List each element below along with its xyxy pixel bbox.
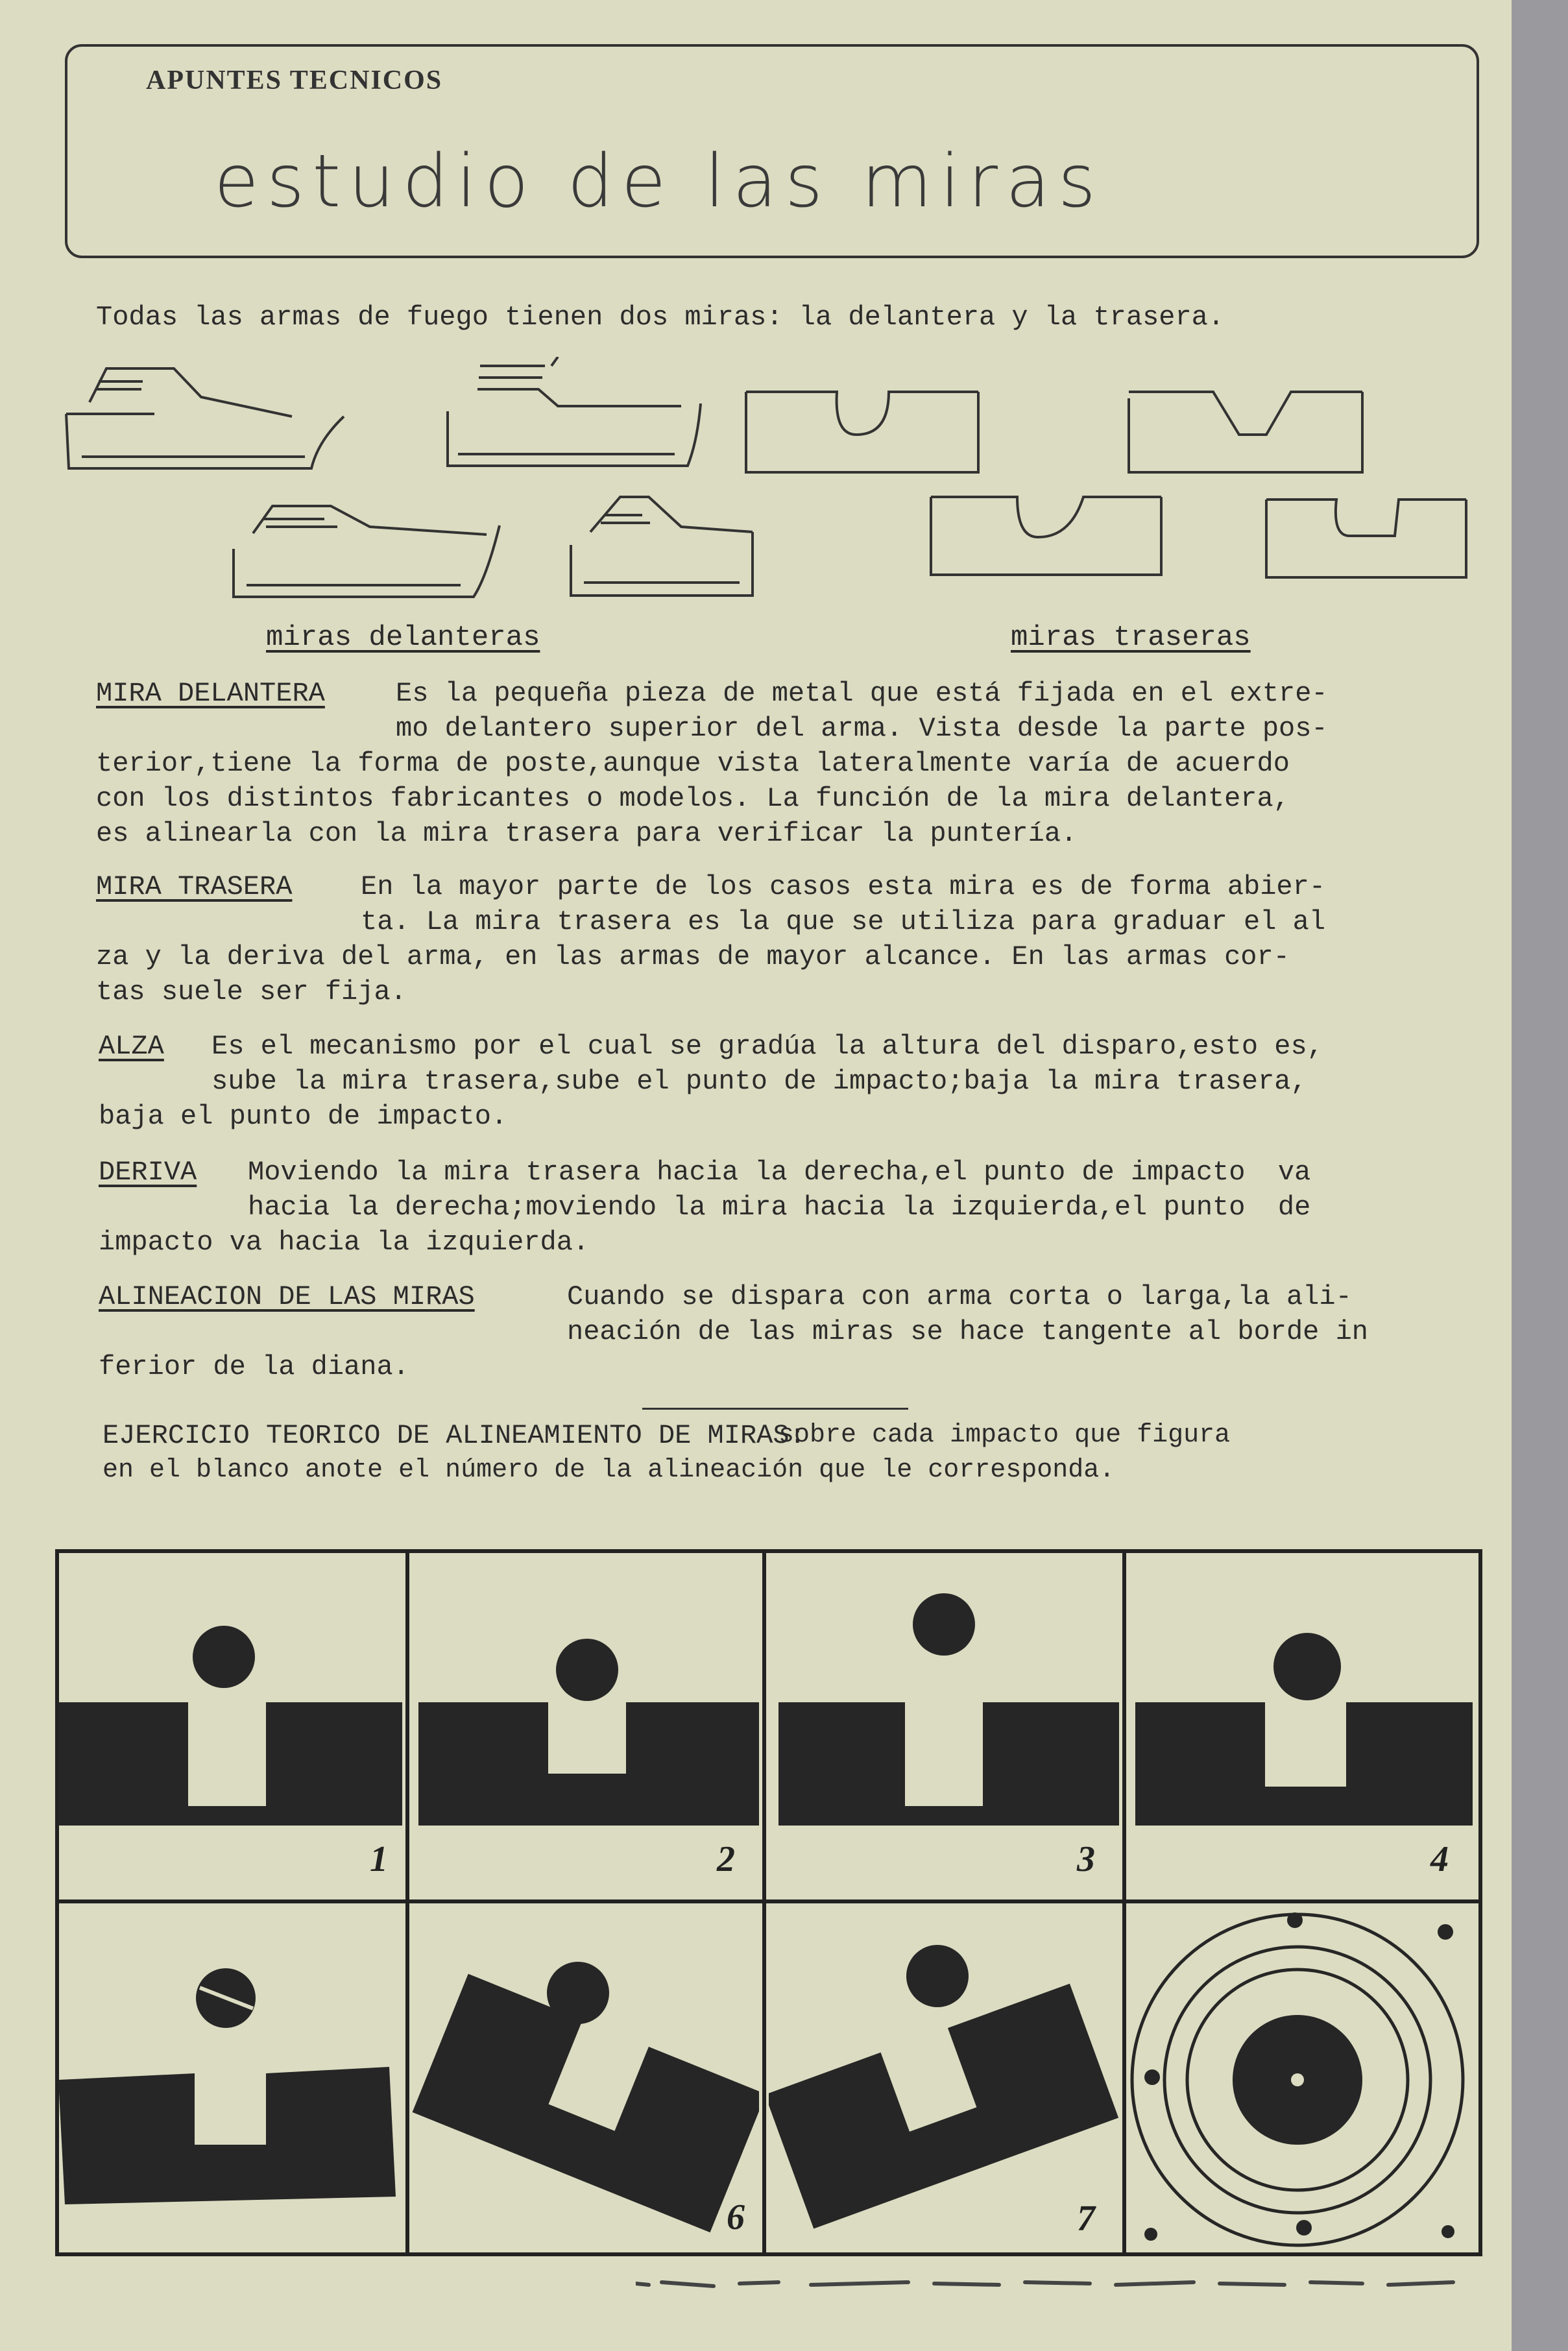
section-line: Moviendo la mira trasera hacia la derecha,el punto de impacto va bbox=[248, 1157, 1311, 1188]
rear-sight-1 bbox=[746, 392, 978, 472]
alignment-tile-2 bbox=[412, 1553, 759, 1897]
exercise-text: en el blanco anote el número de la alineación que le corresponda. bbox=[103, 1456, 1115, 1485]
section-heading: ALZA bbox=[99, 1031, 164, 1062]
tile-number: 2 bbox=[717, 1839, 735, 1879]
alignment-tile-1 bbox=[58, 1553, 402, 1897]
intro-text: Todas las armas de fuego tienen dos miras: la delantera y la trasera. bbox=[96, 302, 1225, 333]
caption-front-sights: miras delanteras bbox=[266, 621, 540, 654]
section-line: es alinearla con la mira trasera para verificar la puntería. bbox=[96, 818, 1078, 849]
smudge-mark bbox=[636, 2271, 1466, 2297]
section-line: sube la mira trasera,sube el punto de impacto;baja la mira trasera, bbox=[211, 1066, 1307, 1097]
grid-divider bbox=[1122, 1549, 1126, 2256]
grid-divider bbox=[405, 1549, 409, 2256]
exercise-text: sobre cada impacto que figura bbox=[778, 1421, 1231, 1450]
tile-number: 3 bbox=[1077, 1839, 1095, 1879]
exercise-heading: EJERCICIO TEORICO DE ALINEAMIENTO DE MIRAS: bbox=[103, 1420, 806, 1451]
section-line: baja el punto de impacto. bbox=[99, 1101, 508, 1132]
alignment-tile-4 bbox=[1129, 1553, 1479, 1897]
section-line: ta. La mira trasera es la que se utiliza para graduar el al bbox=[361, 906, 1326, 937]
tile-number: 7 bbox=[1077, 2199, 1095, 2239]
tile-number: 1 bbox=[370, 1839, 388, 1879]
grid-divider bbox=[55, 1899, 1482, 1903]
section-line: tas suele ser fija. bbox=[96, 976, 407, 1007]
section-line: za y la deriva del arma, en las armas de mayor alcance. En las armas cor- bbox=[96, 941, 1290, 972]
caption-rear-sights: miras traseras bbox=[1011, 621, 1251, 654]
section-label: APUNTES TECNICOS bbox=[146, 66, 443, 95]
section-line: Es la pequeña pieza de metal que está fijada en el extre- bbox=[396, 678, 1328, 709]
rear-sight-2 bbox=[1129, 392, 1362, 472]
alignment-tile-8-target bbox=[1129, 1905, 1479, 2252]
section-heading: MIRA DELANTERA bbox=[96, 678, 325, 709]
front-sight-1 bbox=[66, 368, 344, 468]
grid-divider bbox=[762, 1549, 766, 2256]
section-line: ferior de la diana. bbox=[99, 1351, 409, 1382]
rear-sight-4 bbox=[1266, 500, 1466, 577]
section-line: hacia la derecha;moviendo la mira hacia la izquierda,el punto de bbox=[248, 1192, 1311, 1223]
section-line: neación de las miras se hace tangente al borde in bbox=[567, 1316, 1369, 1347]
tile-number: 4 bbox=[1430, 1839, 1449, 1879]
divider bbox=[642, 1408, 908, 1410]
alignment-tile-7 bbox=[769, 1905, 1119, 2252]
section-heading: MIRA TRASERA bbox=[96, 871, 293, 902]
alignment-tile-3 bbox=[769, 1553, 1119, 1897]
section-line: mo delantero superior del arma. Vista desde la parte pos- bbox=[396, 713, 1328, 744]
section-line: Cuando se dispara con arma corta o larga,la ali- bbox=[567, 1281, 1352, 1312]
tile-number: 6 bbox=[727, 2197, 745, 2237]
section-line: En la mayor parte de los casos esta mira es de forma abier- bbox=[361, 871, 1326, 902]
page-title: estudio de las miras bbox=[214, 139, 1104, 224]
section-line: terior,tiene la forma de poste,aunque vista lateralmente varía de acuerdo bbox=[96, 748, 1290, 779]
section-line: con los distintos fabricantes o modelos. La función de la mira delantera, bbox=[96, 783, 1290, 814]
sights-diagram bbox=[58, 357, 1486, 603]
rear-sight-3 bbox=[931, 497, 1161, 575]
section-heading: DERIVA bbox=[99, 1157, 197, 1188]
section-heading: ALINEACION DE LAS MIRAS bbox=[99, 1281, 475, 1312]
section-line: Es el mecanismo por el cual se gradúa la altura del disparo,esto es, bbox=[211, 1031, 1323, 1062]
alignment-tile-6 bbox=[412, 1905, 759, 2252]
front-sight-3 bbox=[234, 506, 500, 597]
front-sight-4 bbox=[571, 497, 753, 596]
alignment-tile-5 bbox=[58, 1905, 402, 2252]
front-sight-2 bbox=[448, 357, 701, 466]
section-line: impacto va hacia la izquierda. bbox=[99, 1227, 590, 1258]
